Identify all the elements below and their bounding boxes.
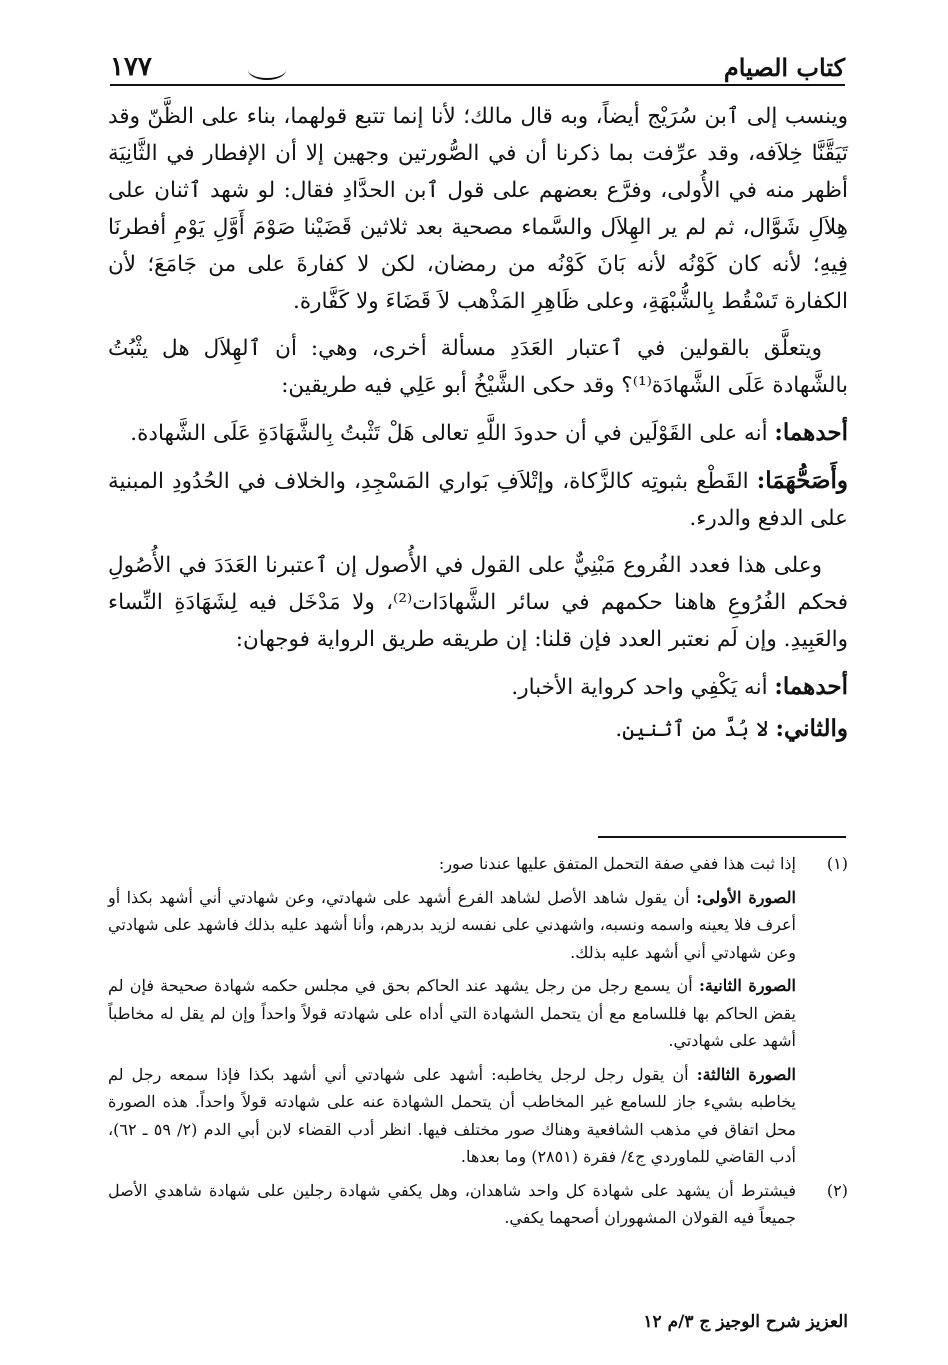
paragraph xyxy=(108,668,848,706)
paragraph xyxy=(108,462,848,537)
chapter-title: كتاب الصيام xyxy=(723,53,845,82)
header-ornament xyxy=(248,60,286,80)
page-number: ١٧٧ xyxy=(110,52,152,82)
running-header xyxy=(110,40,845,82)
paragraph-lead: أحدهما: xyxy=(774,419,848,446)
footnote-number: (١) xyxy=(826,854,848,873)
footnote-lead: الصورة الثالثة: xyxy=(696,1064,797,1084)
paragraph-lead: والثاني: xyxy=(775,715,848,742)
paragraph xyxy=(108,414,848,452)
footnote-lead: الصورة الثانية: xyxy=(698,976,797,995)
paragraph-text: أنه على القَوْلَين في أن حدودَ اللَّهِ تعالى هَلْ تَثْبتُ بِالشَّهَادَةِ عَلَى الشَّهادة. xyxy=(130,421,768,446)
paragraph xyxy=(108,710,848,748)
paragraph: وينسب إلى ٱبن سُرَيْج أيضاً، وبه قال مالك؛ لأنا إنما تتبع قولهما، بناء على الظَّنّ وقد تَيَقَّنَّا خِلاَفه، وقد عرِّفت بما ذكرنا أن في الصُّورتين وجهين إلا أن الإفطار في الثَّانِيَة أظهر منه في الأُولى، وفرَّع بعضهم على قول ٱبن الحدَّادِ فقال: لو شهد ٱثنان على هِلاَلِ شَوَّال، ثم لم ير الهِلاَل والسَّماء مصحية بعد ثلاثين قَضَيْنا صَوْمَ أَوَّلِ يَوْمِ أفطرنَا فِيهِ؛ لأنه كان كَوْنُه لأنه بَانَ كَوْنُه من رمضان، لكن لا كفارةَ على من جَامَعَ؛ لأن الكفارة تَسْقُط بِالشُّبْهَةِ، وعلى ظَاهِرِ المَذْهب لاَ قَضَاءَ ولا كَفَّارة. xyxy=(108,104,848,314)
footnote-lead: الصورة الأولى: xyxy=(696,887,796,907)
paragraph: ويتعلَّق بالقولين في ٱعتبار العَدَدِ مسألة أخرى، وهي: أن ٱلهِلاَل هل يثْبُتُ بالشَّهادة عَلَى الشَّهادَة⁽¹⁾؟ وقد حكى الشَّيْخُ أبو عَلِي فيه طريقين: xyxy=(108,336,848,398)
footnote-2 xyxy=(108,1177,848,1232)
footnote-intro: إذا ثبت هذا ففي صفة التحمل المتفق عليها عندنا صور: xyxy=(438,854,796,873)
footnote-1 xyxy=(108,850,848,1171)
paragraph: وعلى هذا فعدد الفُروع مَبْنِيٌّ على القول في الأُصول إن ٱعتبرنا العَدَدَ في الأُصُولِ فحكم الفُرُوعِ هاهنا حكمهم في سائر الشَّهادَات⁽²⁾، ولا مَدْخَل فيه لِشَهَادَةِ النِّساء والعَبِيدِ. وإن لَم نعتبر العدد فإن قلنا: إن طريقه طريق الرواية فوجهان: xyxy=(108,553,848,652)
paragraph-lead: أحدهما: xyxy=(774,673,848,700)
paragraph-lead: وأَصَحُّهَمَا: xyxy=(756,467,848,494)
paragraph-text: لا بُدَّ من ٱثنين. xyxy=(615,717,769,742)
footnote-separator xyxy=(598,836,846,838)
footnote-body xyxy=(108,850,796,1171)
paragraph-text: القَطْع بثبوتِه كالزَّكاة، وإتْلاَفِ بَواري المَسْجِدِ، والخلاف في الحُدُودِ المبنية على الدفع والدرء. xyxy=(108,469,848,531)
footnote-paragraph xyxy=(108,972,796,1055)
footnote-body xyxy=(108,1177,796,1232)
footnote-paragraph xyxy=(108,884,796,967)
footnote-paragraph xyxy=(108,1061,796,1171)
header-rule xyxy=(110,84,845,86)
footnote-text: فيشترط أن يشهد على شهادة كل واحد شاهدان، وهل يكفي شهادة رجلين على شهادة شاهدي الأصل جميعاً فيه القولان المشهوران أصحهما يكفي. xyxy=(108,1180,796,1227)
footnotes xyxy=(108,850,848,1238)
paragraph-text: أنه يَكْفِي واحد كرواية الأخبار. xyxy=(511,675,768,700)
printer-signature: العزيز شرح الوجيز ج ٣/م ١٢ xyxy=(643,1312,848,1332)
footnote-text: أن يسمع رجل من رجل يشهد عند الحاكم بحق في مجلس حكمه شهادة صحيحة فإن لم يقض الحاكم بها فللسامع مع أن يتحمل الشهادة التي أداه على شهادته قولاً واحداً وإن لم يقل له مخاطباً أشهد على شهادتي. xyxy=(108,976,796,1050)
footnote-text: أن يقول رجل لرجل يخاطبه: أشهد على شهادتي أني أشهد بكذا فإذا سمعه رجل لم يخاطبه بشيء جاز للسامع غير المخاطب أن يتحمل الشهادة عنه على شهادته قولاً واحداً. هذه الصورة محل اتفاق في مذهب الشافعية وهناك صور مختلف فيها. انظر أدب القضاء لابن أبي الدم (٢/ ٥٩ ـ ٦٢)، أدب القاضي للماوردي ج٤/ فقرة (٢٨٥١) وما بعدها. xyxy=(108,1064,797,1166)
footnote-number: (٢) xyxy=(826,1180,848,1200)
footnote-text: أن يقول شاهد الأصل لشاهد الفرع أشهد على شهادتي، وعن شهادتي أني أشهد بكذا أو أعرف فلا يعينه واسمه ونسبه، واشهدني على نفسه لزيد بدرهم، وأنا أشهد عليه بذلك فاشهد على شهادتي وعن شهادتي أني أشهد عليه بذلك. xyxy=(108,887,796,962)
main-text xyxy=(108,98,848,758)
